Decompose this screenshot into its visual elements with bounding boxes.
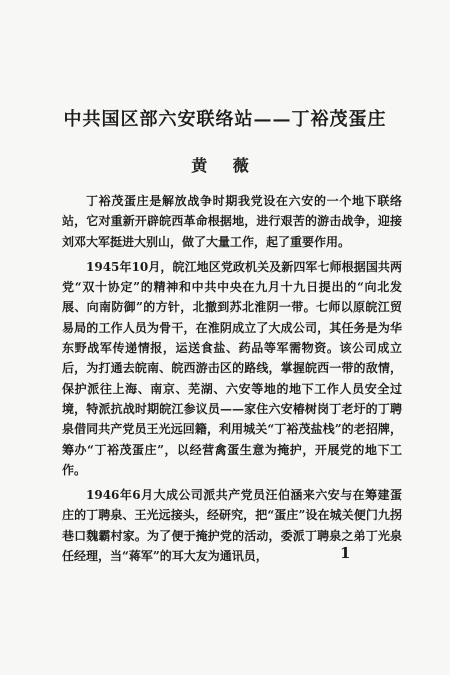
paragraph: 丁裕茂蛋庄是解放战争时期我党设在六安的一个地下联络站，它对重新开辟皖西革命根据地，进行艰苦的游击战争，迎接刘邓大军挺进大别山，做了大量工作，起了重要作用。	[62, 194, 402, 249]
paragraph: 1946年6月大成公司派共产党员汪伯涵来六安与在筹建蛋庄的丁聘泉、王光远接头，经研究，把“蛋庄”设在城关便门九拐巷口魏霸村家。为了便于掩护党的活动，委派丁聘泉之弟丁光泉任经理，当“蒋军”的耳大友为通讯员，	[62, 488, 402, 564]
page-title: 中共国区部六安联络站——丁裕茂蛋庄	[63, 109, 387, 130]
page-number: 1	[340, 544, 351, 562]
article-body	[62, 191, 402, 571]
paragraph: 1945年10月，皖江地区党政机关及新四军七师根据国共两党“双十协定”的精神和中共中央在九月十九日提出的“向北发展、向南防御”的方针，北撤到苏北淮阴一带。七师以原皖江贸易局的工作人员为骨干，在淮阴成立了大成公司，其任务是为华东野战军传递情报，运送食盐、药品等军需物资。该公司成立后，为打通去皖南、皖西游击区的路线，掌握皖西一带的敌情，保护派往上海、南京、芜湖、六安等地的地下工作人员安全过境，特派抗战时期皖江参议员——家住六安椿树岗丁老圩的丁聘泉借同共产党员王光远回籍，利用城关“丁裕茂盐栈”的老招牌，筹办“丁裕茂蛋庄”，以经营禽蛋生意为掩护，开展党的地下工作。	[62, 259, 402, 477]
author-name: 黄 薇	[191, 156, 259, 175]
